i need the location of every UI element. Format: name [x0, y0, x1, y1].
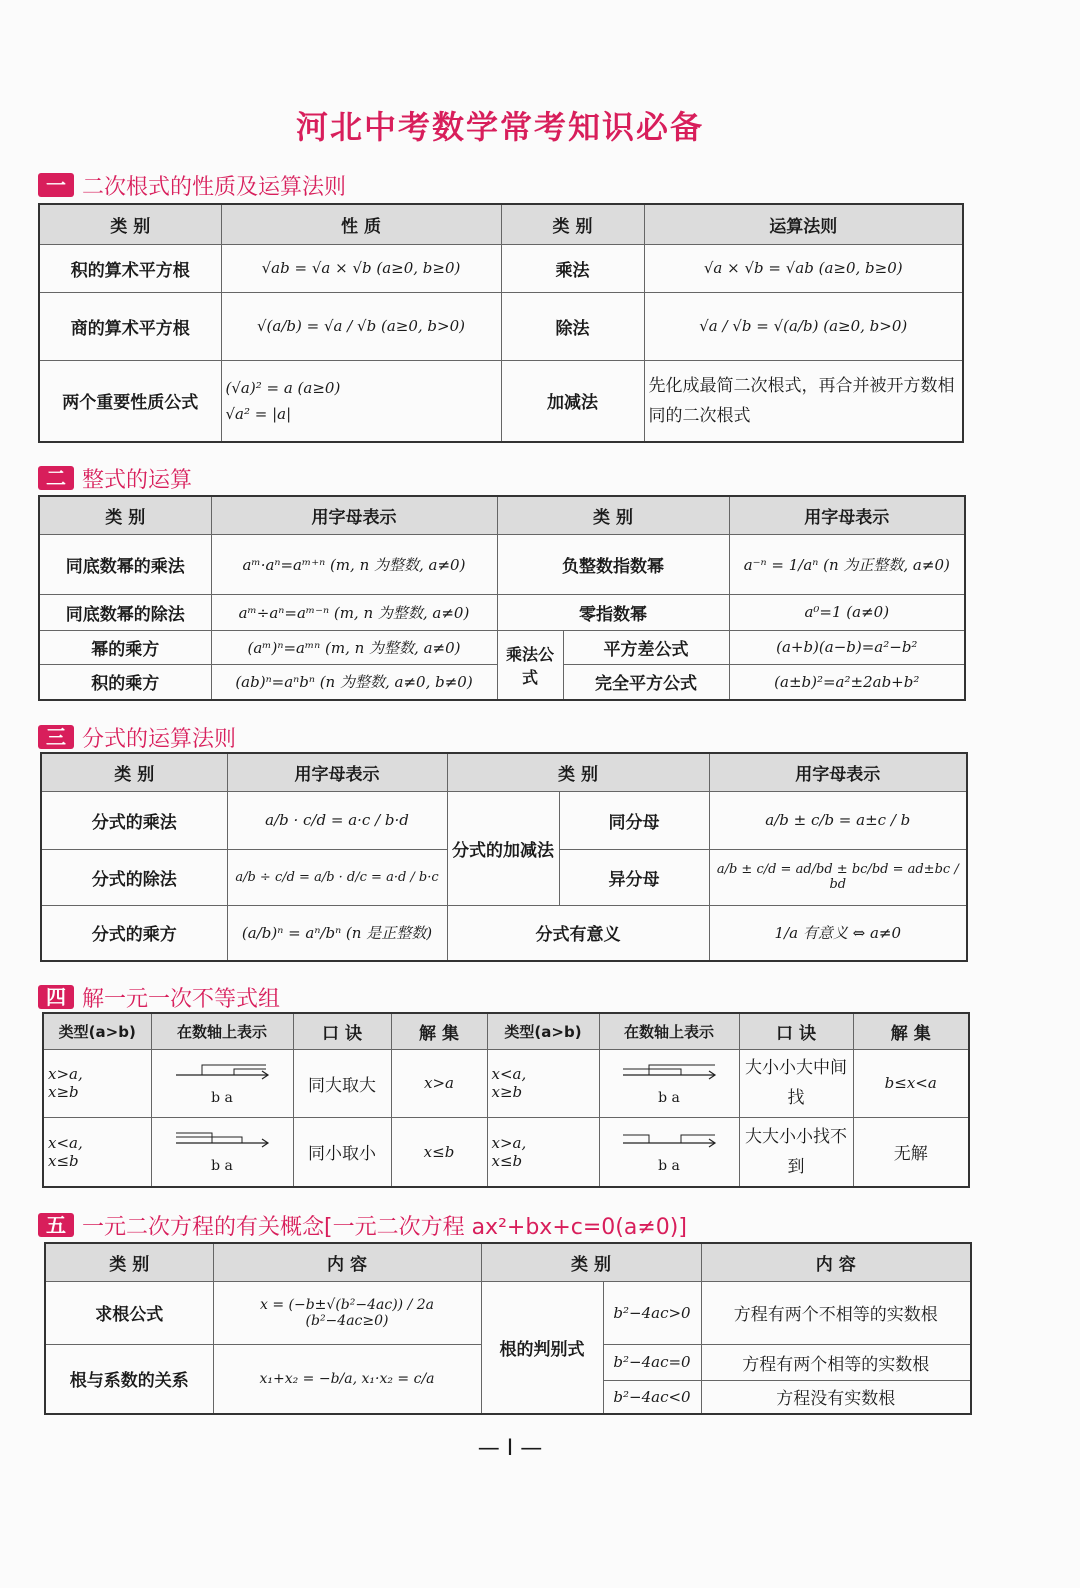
section-number: 三: [38, 725, 74, 749]
system-cell: [487, 1117, 599, 1187]
category-cell: 分式有意义: [447, 905, 709, 961]
header-cell: 用字母表示: [709, 753, 967, 791]
formula-cell: (aᵐ)ⁿ=aᵐⁿ (m, n 为整数, a≠0): [211, 630, 497, 664]
table-header-row: [45, 1243, 971, 1281]
solution-cell: b≤x<a: [853, 1049, 969, 1117]
formula-cell: √a × √b = √ab (a≥0, b≥0): [644, 244, 963, 292]
inequality-line: x≤b: [491, 1151, 523, 1170]
header-cell: 类 别: [481, 1243, 701, 1281]
system-cell: [487, 1049, 599, 1117]
polynomial-table: [38, 495, 966, 701]
inequality-line: x≥b: [491, 1083, 523, 1101]
table-row: [39, 292, 963, 360]
category-cell: 分式的乘法: [41, 791, 227, 849]
header-cell: 用字母表示: [211, 496, 497, 534]
category-cell: 分式的除法: [41, 849, 227, 905]
section-4-header: [38, 982, 280, 1012]
section-number: 四: [38, 985, 74, 1009]
table-row: [39, 360, 963, 442]
category-cell: 零指数幂: [497, 594, 729, 630]
header-cell: 用字母表示: [729, 496, 965, 534]
section-title: 二次根式的性质及运算法则: [82, 174, 347, 200]
category-cell: 同底数幂的除法: [39, 594, 211, 630]
formula-cell: a⁻ⁿ = 1/aⁿ (n 为正整数, a≠0): [729, 534, 965, 594]
formula-cell: a/b ± c/d = ad/bd ± bc/bd = ad±bc / bd: [709, 849, 967, 905]
formula-cell: b²−4ac=0: [603, 1344, 701, 1380]
radical-table: [38, 203, 964, 443]
inequality-table: [42, 1012, 970, 1188]
table-row: [39, 594, 965, 630]
number-line-diagram: [619, 1061, 719, 1085]
section-2-header: [38, 463, 192, 493]
number-line-diagram: [619, 1129, 719, 1153]
category-cell: 分式的乘方: [41, 905, 227, 961]
section-5-header: [38, 1210, 687, 1240]
formula-cell: a/b ÷ c/d = a/b · d/c = a·d / b·c: [227, 849, 447, 905]
solution-cell: x≤b: [391, 1117, 487, 1187]
inequality-line: x>a,: [48, 1065, 83, 1083]
category-cell: 完全平方公式: [563, 664, 729, 700]
formula-cell: (a±b)²=a²±2ab+b²: [729, 664, 965, 700]
section-title: 解一元一次不等式组: [82, 986, 281, 1012]
header-cell: 解 集: [391, 1013, 487, 1049]
section-title: 一元二次方程的有关概念[一元二次方程 ax²+bx+c=0(a≠0)]: [82, 1214, 687, 1240]
content-cell: 方程有两个相等的实数根: [701, 1344, 971, 1380]
number-line-cell: [151, 1117, 293, 1187]
header-cell: 类 别: [501, 204, 644, 244]
number-line-diagram: [172, 1129, 272, 1153]
formula-cell: √ab = √a × √b (a≥0, b≥0): [221, 244, 501, 292]
formula-cell: x₁+x₂ = −b/a, x₁·x₂ = c/a: [213, 1344, 481, 1414]
formula-cell: a/b ± c/b = a±c / b: [709, 791, 967, 849]
category-cell: 根的判别式: [481, 1281, 603, 1414]
table-header-row: [41, 753, 967, 791]
formula-line: (√a)² = a (a≥0): [225, 378, 341, 397]
section-3-header: [38, 722, 236, 752]
header-cell: 解 集: [853, 1013, 969, 1049]
section-1-header: [38, 170, 346, 200]
category-cell: 分式的加减法: [447, 791, 559, 905]
category-cell: 乘法: [501, 244, 644, 292]
header-cell: 在数轴上表示: [151, 1013, 293, 1049]
system-cell: [43, 1049, 151, 1117]
section-title: 分式的运算法则: [82, 726, 237, 752]
formula-cell: aᵐ÷aⁿ=aᵐ⁻ⁿ (m, n 为整数, a≠0): [211, 594, 497, 630]
number-line-diagram: [172, 1061, 272, 1085]
section-title: 整式的运算: [82, 467, 193, 493]
category-cell: 除法: [501, 292, 644, 360]
formula-cell: a/b · c/d = a·c / b·d: [227, 791, 447, 849]
page-number: — I —: [477, 1436, 543, 1461]
formula-cell: x = (−b±√(b²−4ac)) / 2a (b²−4ac≥0): [213, 1281, 481, 1344]
category-cell: 积的算术平方根: [39, 244, 221, 292]
formula-cell: (a+b)(a−b)=a²−b²: [729, 630, 965, 664]
formula-cell: [221, 360, 501, 442]
header-cell: 口 诀: [739, 1013, 853, 1049]
section-number: 五: [38, 1213, 74, 1237]
formula-cell: √(a/b) = √a / √b (a≥0, b>0): [221, 292, 501, 360]
header-cell: 类 别: [447, 753, 709, 791]
axis-labels: b a: [658, 1089, 680, 1106]
category-cell: 积的乘方: [39, 664, 211, 700]
content-cell: 方程没有实数根: [701, 1380, 971, 1414]
category-cell: 平方差公式: [563, 630, 729, 664]
category-cell: 求根公式: [45, 1281, 213, 1344]
axis-labels: b a: [658, 1158, 680, 1175]
category-cell: 幂的乘方: [39, 630, 211, 664]
number-line-cell: [151, 1049, 293, 1117]
page-title: 河北中考数学常考知识必备: [295, 108, 704, 146]
formula-cell: aᵐ·aⁿ=aᵐ⁺ⁿ (m, n 为整数, a≠0): [211, 534, 497, 594]
mnemonic-cell: 大大小小找不到: [739, 1117, 853, 1187]
table-row: [39, 630, 965, 664]
header-cell: 类 别: [45, 1243, 213, 1281]
system-cell: [43, 1117, 151, 1187]
solution-cell: x>a: [391, 1049, 487, 1117]
formula-cell: (a/b)ⁿ = aⁿ/bⁿ (n 是正整数): [227, 905, 447, 961]
solution-cell: 无解: [853, 1117, 969, 1187]
table-header-row: [39, 496, 965, 534]
quadratic-table: [44, 1242, 972, 1415]
section-number: 一: [38, 173, 74, 197]
formula-cell: b²−4ac>0: [603, 1281, 701, 1344]
category-cell: 两个重要性质公式: [39, 360, 221, 442]
fraction-table: [40, 752, 968, 962]
formula-cell: √a / √b = √(a/b) (a≥0, b>0): [644, 292, 963, 360]
content-cell: 方程有两个不相等的实数根: [701, 1281, 971, 1344]
category-cell: 根与系数的关系: [45, 1344, 213, 1414]
header-cell: 内 容: [701, 1243, 971, 1281]
table-row: [41, 905, 967, 961]
header-cell: 性 质: [221, 204, 501, 244]
section-number: 二: [38, 466, 74, 490]
table-row: [43, 1049, 969, 1117]
header-cell: 类 别: [41, 753, 227, 791]
header-cell: 类型(a>b): [43, 1013, 151, 1049]
mnemonic-cell: 大小小大中间找: [739, 1049, 853, 1117]
formula-cell: b²−4ac<0: [603, 1380, 701, 1414]
formula-cell: a⁰=1 (a≠0): [729, 594, 965, 630]
table-row: [45, 1281, 971, 1342]
table-header-row: [43, 1013, 969, 1049]
rule-text-cell: 先化成最简二次根式，再合并被开方数相同的二次根式: [644, 360, 963, 442]
header-cell: 运算法则: [644, 204, 963, 244]
number-line-cell: [599, 1049, 739, 1117]
category-cell: 商的算术平方根: [39, 292, 221, 360]
category-cell: 异分母: [559, 849, 709, 905]
mnemonic-cell: 同大取大: [293, 1049, 391, 1117]
inequality-line: x<a,: [491, 1065, 527, 1083]
header-cell: 用字母表示: [227, 753, 447, 791]
category-cell: 同底数幂的乘法: [39, 534, 211, 594]
inequality-line: x<a,: [48, 1133, 83, 1152]
category-cell: 乘法公式: [497, 630, 563, 700]
number-line-cell: [599, 1117, 739, 1187]
header-cell: 内 容: [213, 1243, 481, 1281]
header-cell: 类型(a>b): [487, 1013, 599, 1049]
mnemonic-cell: 同小取小: [293, 1117, 391, 1187]
table-row: [39, 244, 963, 292]
header-cell: 类 别: [497, 496, 729, 534]
inequality-line: x>a,: [491, 1133, 527, 1152]
header-cell: 在数轴上表示: [599, 1013, 739, 1049]
category-cell: 加减法: [501, 360, 644, 442]
formula-line: √a² = |a|: [225, 404, 292, 423]
header-cell: 类 别: [39, 496, 211, 534]
table-row: [41, 791, 967, 849]
table-row: [39, 534, 965, 594]
inequality-line: x≥b: [48, 1083, 79, 1101]
formula-cell: 1/a 有意义 ⇔ a≠0: [709, 905, 967, 961]
header-cell: 口 诀: [293, 1013, 391, 1049]
axis-labels: b a: [211, 1158, 233, 1175]
category-cell: 同分母: [559, 791, 709, 849]
header-cell: 类 别: [39, 204, 221, 244]
table-header-row: [39, 204, 963, 244]
axis-labels: b a: [211, 1089, 233, 1106]
category-cell: 负整数指数幂: [497, 534, 729, 594]
formula-cell: (ab)ⁿ=aⁿbⁿ (n 为整数, a≠0, b≠0): [211, 664, 497, 700]
inequality-line: x≤b: [48, 1151, 79, 1170]
table-row: [43, 1117, 969, 1187]
